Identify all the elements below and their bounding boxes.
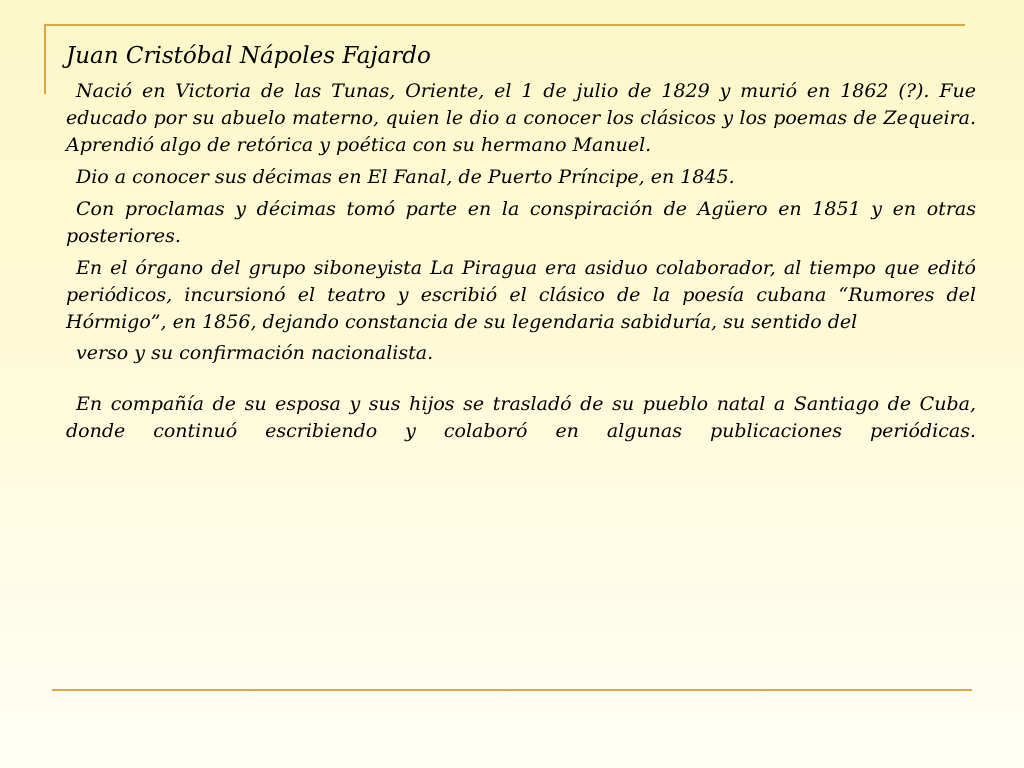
paragraph-verso: verso y su confirmación nacionalista. [76, 342, 434, 364]
paragraph-santiago: En compañía de su esposa y sus hijos se trasladó de su pueblo natal a Santiago de Cuba, donde continuó escribiendo y colaboró en algunas publicaciones periódicas. [66, 393, 976, 442]
paragraph-piragua: En el órgano del grupo siboneyista La Piragua era asiduo colaborador, al tiempo que editó periódicos, incursionó el teatro y escribió el clásico de la poesía cubana “Rumores del Hórmigo”, en 1856, dejando constancia de su legendaria sabiduría, su sentido del [66, 257, 976, 333]
paragraph-decimas: Dio a conocer sus décimas en El Fanal, de Puerto Príncipe, en 1845. [76, 166, 735, 188]
top-rule [44, 24, 965, 26]
slide-title: Juan Cristóbal Nápoles Fajardo [66, 43, 431, 69]
bottom-rule [52, 689, 972, 691]
paragraph-birth: Nació en Victoria de las Tunas, Oriente, el 1 de julio de 1829 y murió en 1862 (?). Fue educado por su abuelo materno, quien le dio a conocer los clásicos y los poemas de Zequeira. Aprendió algo de retórica y poética con su hermano Manuel. [66, 80, 976, 156]
paragraph-conspiracy: Con proclamas y décimas tomó parte en la conspiración de Agüero en 1851 y en otras posteriores. [66, 198, 976, 247]
slide-content [66, 40, 976, 450]
left-rule [44, 24, 46, 94]
